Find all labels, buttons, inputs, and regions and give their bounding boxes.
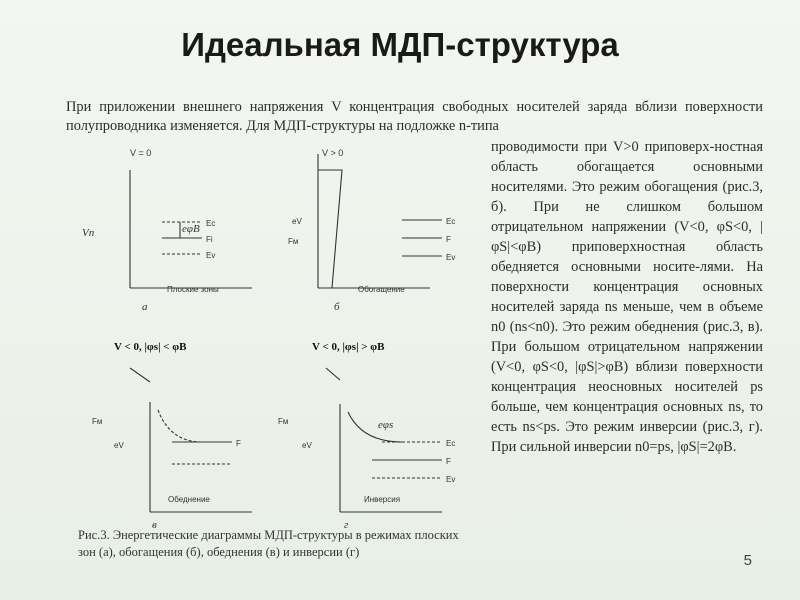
panel-c-letter: в bbox=[152, 519, 157, 531]
paragraph-top: При приложении внешнего напряжения V концентрация свободных носителей заряда вблизи поверхности полупроводника изменяется. Для МДП-структуры на подложке n-типа bbox=[66, 99, 763, 134]
panel-b-f-left: Fм bbox=[288, 237, 299, 246]
panel-b-letter: б bbox=[334, 301, 340, 313]
panel-d-condition: V < 0, |φs| > φB bbox=[312, 341, 385, 353]
panel-d-f: F bbox=[446, 457, 451, 466]
panel-a-fi-label: Fi bbox=[206, 235, 213, 244]
panel-b-ec-label: Ec bbox=[446, 217, 456, 226]
panel-b-ev-left: eV bbox=[292, 217, 302, 226]
panel-d-letter: г bbox=[344, 519, 349, 531]
panel-d-ev-left: eV bbox=[302, 441, 312, 450]
panel-a-top-label: V = 0 bbox=[130, 148, 152, 158]
panel-d-ec: Ec bbox=[446, 439, 456, 448]
panel-d-caption: Инверсия bbox=[364, 495, 401, 504]
panel-b-accumulation bbox=[318, 154, 442, 288]
panel-b-top-label: V > 0 bbox=[322, 148, 344, 158]
panel-a-caption: Плоские зоны bbox=[167, 285, 219, 294]
slide-title: Идеальная МДП-структура bbox=[181, 26, 619, 63]
panel-d-ev: Ev bbox=[446, 475, 456, 484]
panel-c-caption: Обеднение bbox=[168, 495, 210, 504]
energy-diagrams-figure bbox=[72, 142, 472, 531]
panel-c-ev-left: eV bbox=[114, 441, 124, 450]
panel-d-inversion bbox=[326, 368, 442, 512]
panel-b-ev-label: Ev bbox=[446, 253, 456, 262]
panel-a-phib-label: eφB bbox=[182, 223, 200, 235]
panel-b-caption: Обогащение bbox=[358, 285, 405, 294]
panel-a-vn-label: Vn bbox=[82, 227, 95, 239]
panel-d-phis: eφs bbox=[378, 419, 394, 431]
figure-caption: Рис.3. Энергетические диаграммы МДП-структуры в режимах плоских зон (а), обогащения (б), обеднения (в) и инверсии (г) bbox=[78, 528, 459, 559]
panel-b-f-label: F bbox=[446, 235, 451, 244]
panel-a-letter: а bbox=[142, 301, 148, 313]
panel-d-fm: Fм bbox=[278, 417, 289, 426]
panel-c-depletion bbox=[130, 368, 252, 512]
panel-a-ec-label: Ec bbox=[206, 219, 216, 228]
panel-c-condition: V < 0, |φs| < φB bbox=[114, 341, 187, 353]
panel-c-f: F bbox=[236, 439, 241, 448]
paragraph-right: проводимости при V>0 приповерх-ностная область обогащается основными носителями. Это режим обогащения (рис.3, б). При не слишком большом отрицательном напряжении (V<0, φS<0, |φS|<φВ) приповерхностная область обедняется основными носите-лями. На поверхности концентрация основных носителей заряда ns меньше, чем в объеме n0 (ns<n0). Это режим обеднения (рис.3, в). При большом отрицательном напряжении (V<0, φS<0, |φS|>φВ) вблизи поверхности концентрация неосновных носителей ps больше, чем концентрация основных ns, то есть ns<ps. Это режим инверсии (рис.3, г). При сильной инверсии n0=ps, |φS|=2φВ. bbox=[491, 139, 763, 455]
panel-c-fm: Fм bbox=[92, 417, 103, 426]
page-number: 5 bbox=[743, 552, 752, 569]
panel-a-ev-label: Ev bbox=[206, 251, 216, 260]
